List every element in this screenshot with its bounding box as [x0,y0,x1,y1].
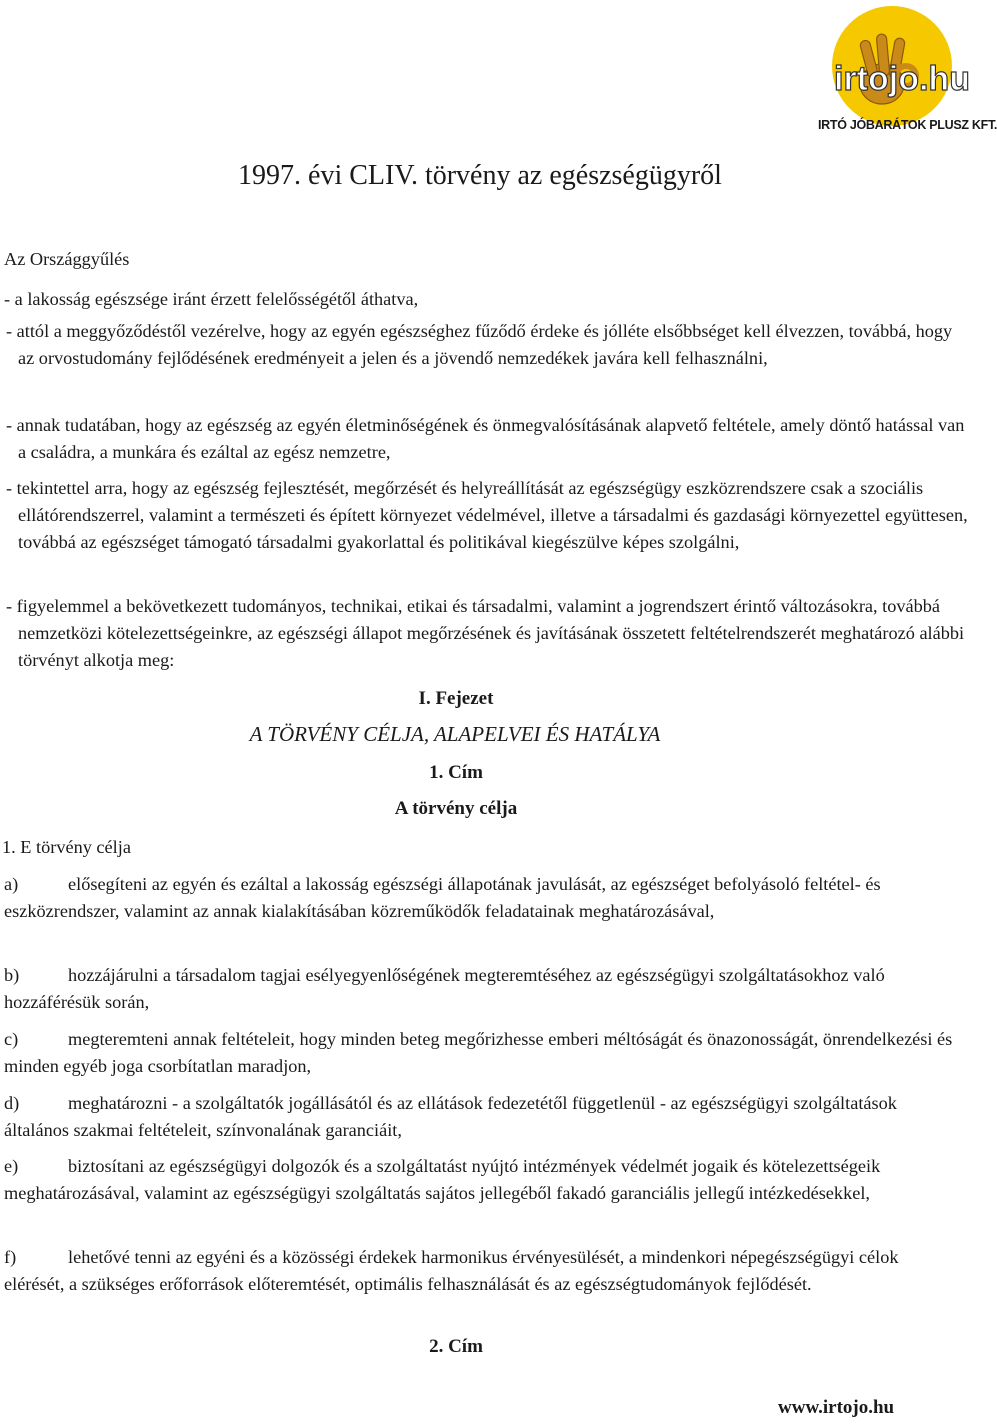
preamble-item: - attól a meggyőződéstől vezérelve, hogy az egyén egészséghez fűződő érdeke és jólléte elsőbbséget kell élvezzen, továbbá, hogy az orvostudomány fejlődésének eredményeit a jelen és a jövendő nemzedékek javára kell felhasználni, [6,321,953,368]
item-label: a) [4,874,19,894]
purpose-item-b [4,962,954,1016]
section-heading-2: 2. Cím [429,1336,483,1357]
item-text: megteremteni annak feltételeit, hogy minden beteg megőrizhesse emberi méltóságát és önazonosságát, önrendelkezési és minden egyéb joga csorbítatlan maradjon, [4,1029,953,1076]
item-label: d) [4,1093,20,1113]
item-label: c) [4,1029,19,1049]
preamble-intro: Az Országgyűlés [4,249,130,269]
logo-wordmark: irtojo.hu [834,60,970,98]
footer-url: www.irtojo.hu [778,1397,895,1418]
item-label: b) [4,965,20,985]
item-text: meghatározni - a szolgáltatók jogállásától és az ellátások fedezetétől függetlenül - az egészségügyi szolgáltatások általános szakmai feltételeit, színvonalának garanciáit, [4,1093,897,1140]
purpose-item-e [4,1153,954,1207]
chapter-title: A TÖRVÉNY CÉLJA, ALAPELVEI ÉS HATÁLYA [249,722,661,746]
purpose-item-c [4,1026,954,1080]
item-text: biztosítani az egészségügyi dolgozók és a szolgáltatást nyújtó intézmények védelmét jogaik és kötelezettségeik meghatározásával, valamint az egészségügyi szolgáltatás sajátos jellegéből fakadó garanciális jellegű intézkedésekkel, [4,1156,881,1203]
chapter-heading: I. Fejezet [418,688,494,709]
item-label: e) [4,1156,19,1176]
item-text: elősegíteni az egyén és ezáltal a lakosság egészségi állapotának javulását, az egészséget befolyásoló feltétel- és eszközrendszer, valamint az annak kialakításában közreműködők feladatainak meghatározásával, [4,874,881,921]
paragraph-heading: 1. E törvény célja [2,837,131,857]
irtojo-logo [812,4,997,136]
section-title: A törvény célja [394,798,518,819]
item-text: lehetővé tenni az egyéni és a közösségi érdekek harmonikus érvényesülését, a mindenkori népegészségügyi célok elérését, a szükséges erőforrások előteremtését, optimális felhasználását és az egészségtudományok fejlődését. [4,1247,899,1294]
purpose-item-a [4,871,954,925]
preamble-item: - annak tudatában, hogy az egészség az egyén életminőségének és önmegvalósításának alapvető feltétele, amely döntő hatással van a családra, a munkára és ezáltal az egész nemzetre, [6,415,965,462]
logo-tagline: IRTÓ JÓBARÁTOK PLUSZ KFT. [818,118,997,132]
preamble-item: - tekintettel arra, hogy az egészség fejlesztését, megőrzését és helyreállítását az egészségügy eszközrendszere csak a szociális ellátórendszerrel, valamint a természeti és épített környezet védelmével, illetve a társadalmi és gazdasági környezettel együttesen, továbbá az egészséget támogató társadalmi gyakorlattal és politikával kiegészülve képes szolgálni, [6,478,968,552]
preamble-item: - figyelemmel a bekövetkezett tudományos, technikai, etikai és társadalmi, valamint a jogrendszert érintő változásokra, továbbá nemzetközi kötelezettségeinkre, az egészségi állapot megőrzésének és javításának összetett feltételrendszerét meghatározó alábbi törvényt alkotja meg: [6,596,965,670]
preamble-item: - a lakosság egészsége iránt érzett felelősségétől áthatva, [4,289,419,309]
purpose-item-f [4,1244,954,1298]
item-text: hozzájárulni a társadalom tagjai esélyegyenlőségének megteremtéséhez az egészségügyi szolgáltatásokhoz való hozzáférésük során, [4,965,885,1012]
page-title: 1997. évi CLIV. törvény az egészségügyről [238,160,722,191]
section-heading: 1. Cím [429,762,483,783]
purpose-item-d [4,1090,954,1144]
item-label: f) [4,1247,17,1267]
